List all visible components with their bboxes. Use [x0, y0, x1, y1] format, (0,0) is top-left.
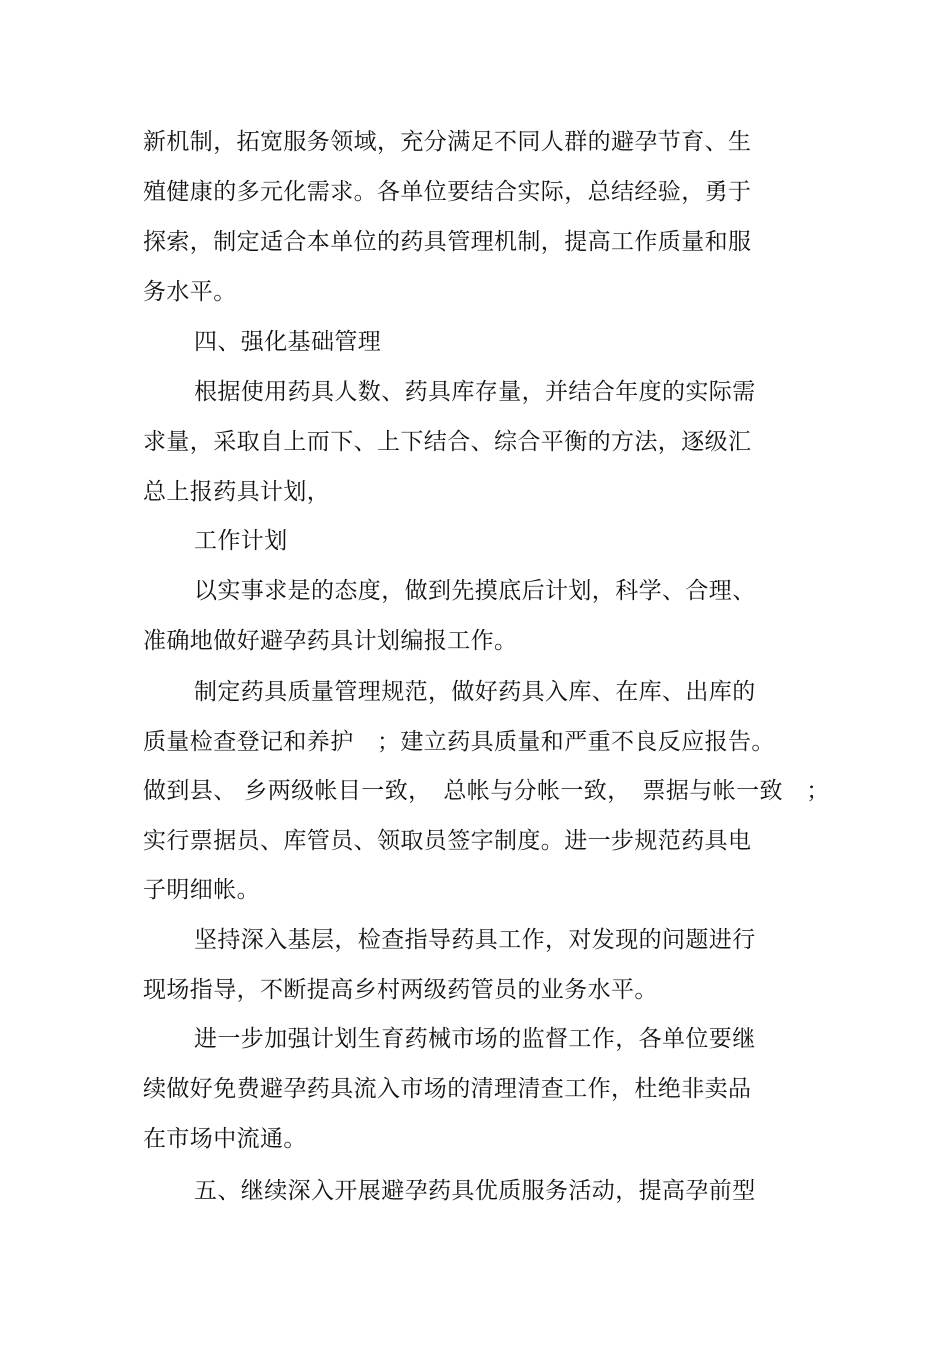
- section-heading: 五、继续深入开展避孕药具优质服务活动，提高孕前型: [194, 1178, 756, 1204]
- text-line: 坚持深入基层，检查指导药具工作，对发现的问题进行: [194, 927, 756, 953]
- text-line: 准确地做好避孕药具计划编报工作。: [143, 628, 518, 654]
- text-line: 现场指导，不断提高乡村两级药管员的业务水平。: [143, 977, 658, 1003]
- text-line: 实行票据员、库管员、领取员签字制度。进一步规范药具电: [143, 828, 752, 854]
- section-heading: 四、强化基础管理: [194, 329, 382, 355]
- section-heading: 工作计划: [194, 528, 288, 554]
- text-line: 务水平。: [143, 279, 237, 305]
- text-line: 求量，采取自上而下、上下结合、综合平衡的方法，逐级汇: [143, 429, 752, 455]
- text-line: 根据使用药具人数、药具库存量，并结合年度的实际需: [194, 379, 756, 405]
- text-line: 质量检查登记和养护 ；建立药具质量和严重不良反应报告。: [143, 729, 775, 755]
- text-line: 进一步加强计划生育药械市场的监督工作，各单位要继: [194, 1026, 756, 1052]
- text-line: 续做好免费避孕药具流入市场的清理清查工作，杜绝非卖品: [143, 1076, 752, 1102]
- text-line: 以实事求是的态度，做到先摸底后计划，科学、合理、: [194, 578, 756, 604]
- text-line: 在市场中流通。: [143, 1126, 307, 1152]
- text-line: 做到县、 乡两级帐目一致， 总帐与分帐一致， 票据与帐一致 ；: [143, 778, 830, 804]
- text-line: 殖健康的多元化需求。各单位要结合实际，总结经验，勇于: [143, 179, 752, 205]
- text-line: 新机制，拓宽服务领域，充分满足不同人群的避孕节育、生: [143, 129, 752, 155]
- text-line: 总上报药具计划，: [143, 479, 331, 505]
- text-line: 制定药具质量管理规范，做好药具入库、在库、出库的: [194, 679, 756, 705]
- text-line: 子明细帐。: [143, 877, 260, 903]
- text-line: 探索，制定适合本单位的药具管理机制，提高工作质量和服: [143, 229, 752, 255]
